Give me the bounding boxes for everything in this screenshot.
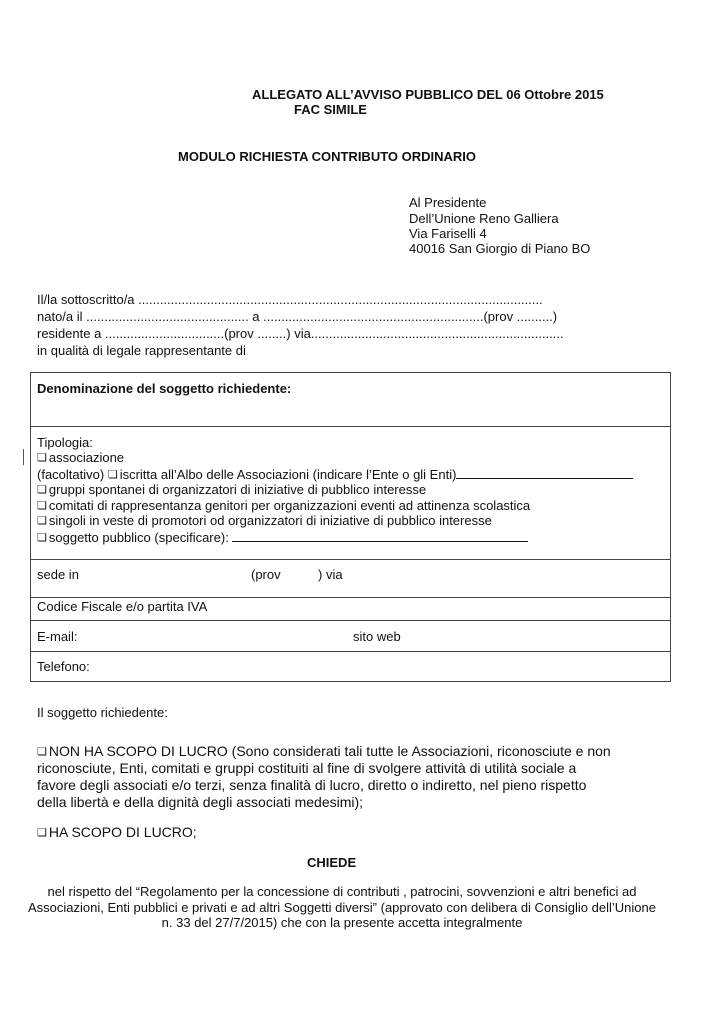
fac-simile-heading: FAC SIMILE <box>294 102 367 117</box>
tipologia-label: Tipologia: <box>37 435 93 450</box>
soggetto-label: Il soggetto richiedente: <box>37 705 168 720</box>
applicant-name-line[interactable]: Il/la sottoscritto/a ................................................................................................................ <box>37 292 543 307</box>
sito-web-label[interactable]: sito web <box>353 629 401 644</box>
telefono-label[interactable]: Telefono: <box>37 659 90 674</box>
recipient-line: Dell’Unione Reno Galliera <box>409 211 559 226</box>
option-comitati[interactable] <box>37 498 530 513</box>
applicant-residence-line[interactable]: residente a .................................(prov ........) via...................................................................... <box>37 326 564 341</box>
divider <box>31 559 670 560</box>
option-gruppi[interactable] <box>37 482 426 497</box>
checkbox-icon[interactable]: ❏ <box>37 827 47 839</box>
non-scopo-line: riconosciute, Enti, comitati e gruppi costituiti al fine di svolgere attività di utilità sociale a <box>37 760 577 776</box>
option-label: gruppi spontanei di organizzatori di iniziative di pubblico interesse <box>48 482 427 497</box>
non-scopo-line[interactable] <box>37 743 611 759</box>
sede-label[interactable]: sede in <box>37 567 79 582</box>
applicant-details-box <box>30 372 671 682</box>
checkbox-icon[interactable]: ❏ <box>37 515 47 527</box>
option-label: iscritta all’Albo delle Associazioni (indicare l’Ente o gli Enti) <box>119 467 457 482</box>
divider <box>31 651 670 652</box>
email-label[interactable]: E-mail: <box>37 629 78 644</box>
recipient-line: Al Presidente <box>409 195 487 210</box>
checkbox-icon[interactable]: ❏ <box>37 500 47 512</box>
albo-entry-line[interactable] <box>456 466 633 479</box>
checkbox-icon[interactable]: ❏ <box>107 469 118 481</box>
footer-line: nel rispetto del “Regolamento per la concessione di contributi , patrocini, sovvenzioni e altri benefici ad <box>47 884 637 899</box>
codice-fiscale-label[interactable]: Codice Fiscale e/o partita IVA <box>37 599 208 614</box>
option-label: comitati di rappresentanza genitori per organizzazioni eventi ad attinenza scolastica <box>48 498 531 513</box>
option-label: soggetto pubblico (specificare): <box>48 530 229 545</box>
denominazione-label: Denominazione del soggetto richiedente: <box>37 381 292 396</box>
checkbox-icon[interactable]: ❏ <box>37 532 47 544</box>
chiede-heading: CHIEDE <box>307 855 357 870</box>
allegato-heading: ALLEGATO ALL’AVVISO PUBBLICO DEL 06 Ottobre 2015 <box>252 87 604 102</box>
ha-scopo-option[interactable] <box>37 824 197 840</box>
paragraph-text: NON HA SCOPO DI LUCRO (Sono considerati tali tutte le Associazioni, riconosciute e non <box>48 743 611 759</box>
form-title: MODULO RICHIESTA CONTRIBUTO ORDINARIO <box>178 149 477 164</box>
via-label[interactable]: ) via <box>318 567 343 582</box>
option-label: associazione <box>48 450 125 465</box>
divider <box>31 620 670 621</box>
option-singoli[interactable] <box>37 513 492 528</box>
recipient-line: Via Fariselli 4 <box>409 226 487 241</box>
divider <box>31 426 670 427</box>
footer-line: Associazioni, Enti pubblici e privati e ad altri Soggetti diversi” (approvato con delibera di Consiglio dell’Unione <box>28 900 656 915</box>
option-prefix: (facoltativo) <box>37 467 105 482</box>
option-albo[interactable] <box>37 466 633 482</box>
recipient-line: 40016 San Giorgio di Piano BO <box>409 241 591 256</box>
applicant-birth-line[interactable]: nato/a il ............................................. a .............................................................(prov ..........) <box>37 309 558 324</box>
applicant-role-line: in qualità di legale rappresentante di <box>37 343 246 358</box>
option-label: singoli in veste di promotori od organizzatori di iniziative di pubblico interesse <box>48 513 492 528</box>
non-scopo-line: favore degli associati e/o terzi, senza finalità di lucro, diretto o indiretto, nel pieno rispetto <box>37 777 587 793</box>
checkbox-icon[interactable]: ❏ <box>37 452 47 464</box>
pubblico-entry-line[interactable] <box>232 529 528 542</box>
footer-line: n. 33 del 27/7/2015) che con la presente accetta integralmente <box>161 915 523 930</box>
checkbox-icon[interactable]: ❏ <box>37 484 47 496</box>
checkbox-icon[interactable]: ❏ <box>37 746 47 758</box>
prov-label[interactable]: (prov <box>251 567 281 582</box>
option-associazione[interactable] <box>37 450 124 465</box>
non-scopo-line: della libertà e della dignità degli associati medesimi); <box>37 794 364 810</box>
divider <box>31 597 670 598</box>
option-label: HA SCOPO DI LUCRO; <box>48 824 197 840</box>
option-pubblico[interactable] <box>37 529 528 545</box>
margin-marker <box>23 449 24 465</box>
